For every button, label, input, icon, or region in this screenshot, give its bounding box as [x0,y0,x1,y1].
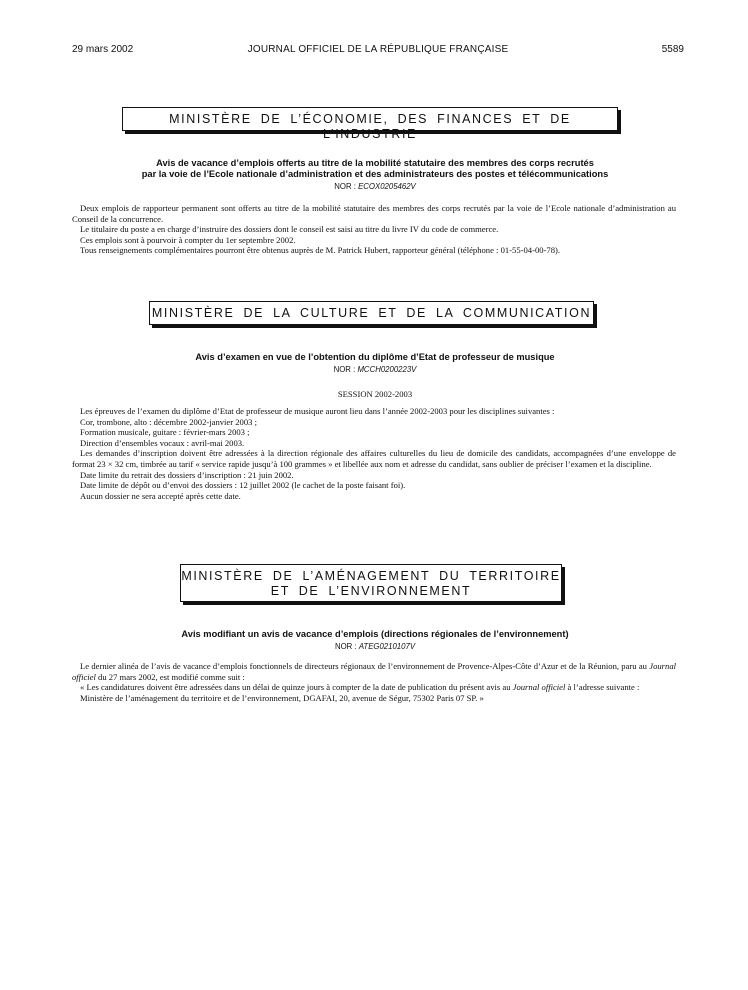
paragraph: Ces emplois sont à pourvoir à compter du 1er septembre 2002. [80,234,296,245]
nor-label: NOR : [334,182,356,191]
paragraph: Les demandes d’inscription doivent être adressées à la direction régionale des affaires culturelles du lieu de domicile des candidats, accompagnées d’une enveloppe de format 23 × 32 cm, timbrée au tarif « service rapide jusqu’à 100 grammes » et libellée aux nom et adresse du candidat, sans oublier de préciser l’examen et la discipline. [72,448,676,469]
text-run: « Les candidatures doivent être adressées dans un délai de quinze jours à compter de la date de publication du présent avis au [80,682,513,693]
nor-code: ECOX0205462V [358,182,416,191]
nor-reference [60,365,690,375]
notice-body [72,661,676,703]
paragraph: Ministère de l’aménagement du territoire et de l’environnement, DGAFAI, 20, avenue de Ségur, 75302 Paris 07 SP. » [80,692,484,703]
nor-label: NOR : [333,365,356,374]
text-run: à l’adresse suivante : [565,682,640,693]
nor-code: ATEG0210107V [358,642,416,651]
journal-reference: Journal officiel [512,682,566,693]
paragraph: Deux emplois de rapporteur permanent sont offerts au titre de la mobilité statutaire des membres des corps recrutés par la voie de l’Ecole nationale d’administration au Conseil de la concurrence. [72,203,676,224]
ministry-title: MINISTÈRE DE LA CULTURE ET DE LA COMMUNICATION [151,306,592,320]
notice-title-line: Avis d’examen en vue de l’obtention du diplôme d’Etat de professeur de musique [195,352,555,362]
paragraph: Les épreuves de l’examen du diplôme d’Etat de professeur de musique auront lieu dans l’année 2002-2003 pour les disciplines suivantes : [80,406,555,416]
notice-body [72,406,676,501]
nor-reference [60,642,690,652]
ministry-title-line: ET DE L’ENVIRONNEMENT [270,584,472,598]
notice-title-line: Avis modifiant un avis de vacance d’emplois (directions régionales de l’environnement) [181,629,569,639]
nor-code: MCCH0200223V [357,365,417,374]
notice-title-modification [60,629,690,640]
notice-title-line: par la voie de l’Ecole nationale d’administration et des administrateurs des postes et télécommunications [141,169,609,179]
text-run: du 27 mars 2002, est modifié comme suit : [95,671,245,682]
paragraph [72,682,676,693]
page-number: 5589 [661,44,684,55]
ministry-heading-economy [122,107,618,141]
journal-title: JOURNAL OFFICIEL DE LA RÉPUBLIQUE FRANÇAISE [247,44,509,55]
paragraph: Le titulaire du poste a en charge d’instruire des dossiers dont le conseil est saisi au titre du livre IV du code de commerce. [80,224,499,235]
issue-date: 29 mars 2002 [72,44,134,55]
paragraph: Tous renseignements complémentaires pourront être obtenus auprès de M. Patrick Hubert, rapporteur général (téléphone : 01-55-04-00-78). [80,245,561,256]
ministry-title-line: MINISTÈRE DE L’AMÉNAGEMENT DU TERRITOIRE [181,569,561,583]
notice-title-exam [60,352,690,363]
journal-reference: Journal officiel [72,661,676,682]
paragraph: Formation musicale, guitare : février-mars 2003 ; [80,427,250,438]
ministry-heading-territory [180,564,562,602]
nor-label: NOR : [334,642,357,651]
notice-body [72,203,676,256]
nor-reference [60,182,690,192]
paragraph: Aucun dossier ne sera accepté après cette date. [80,490,241,501]
paragraph [72,661,676,682]
paragraph: Direction d’ensembles vocaux : avril-mai 2003. [80,437,245,448]
ministry-title: MINISTÈRE DE L’ÉCONOMIE, DES FINANCES ET DE L’INDUSTRIE [169,112,571,141]
ministry-heading-culture [149,301,594,325]
paragraph: Cor, trombone, alto : décembre 2002-janvier 2003 ; [80,416,257,427]
running-header [72,40,684,58]
notice-title-vacancy [60,158,690,180]
text-run: Le dernier alinéa de l’avis de vacance d’emplois fonctionnels de directeurs régionaux de l’environnement de Provence-Alpes-Côte d’Azur et de la Réunion, paru au [80,661,650,671]
paragraph: Date limite du retrait des dossiers d’inscription : 21 juin 2002. [80,469,294,480]
notice-title-line: Avis de vacance d’emplois offerts au titre de la mobilité statutaire des membres des corps recrutés [156,158,594,168]
paragraph: Date limite de dépôt ou d’envoi des dossiers : 12 juillet 2002 (le cachet de la poste faisant foi). [80,480,406,491]
session-label: SESSION 2002-2003 [337,389,413,399]
